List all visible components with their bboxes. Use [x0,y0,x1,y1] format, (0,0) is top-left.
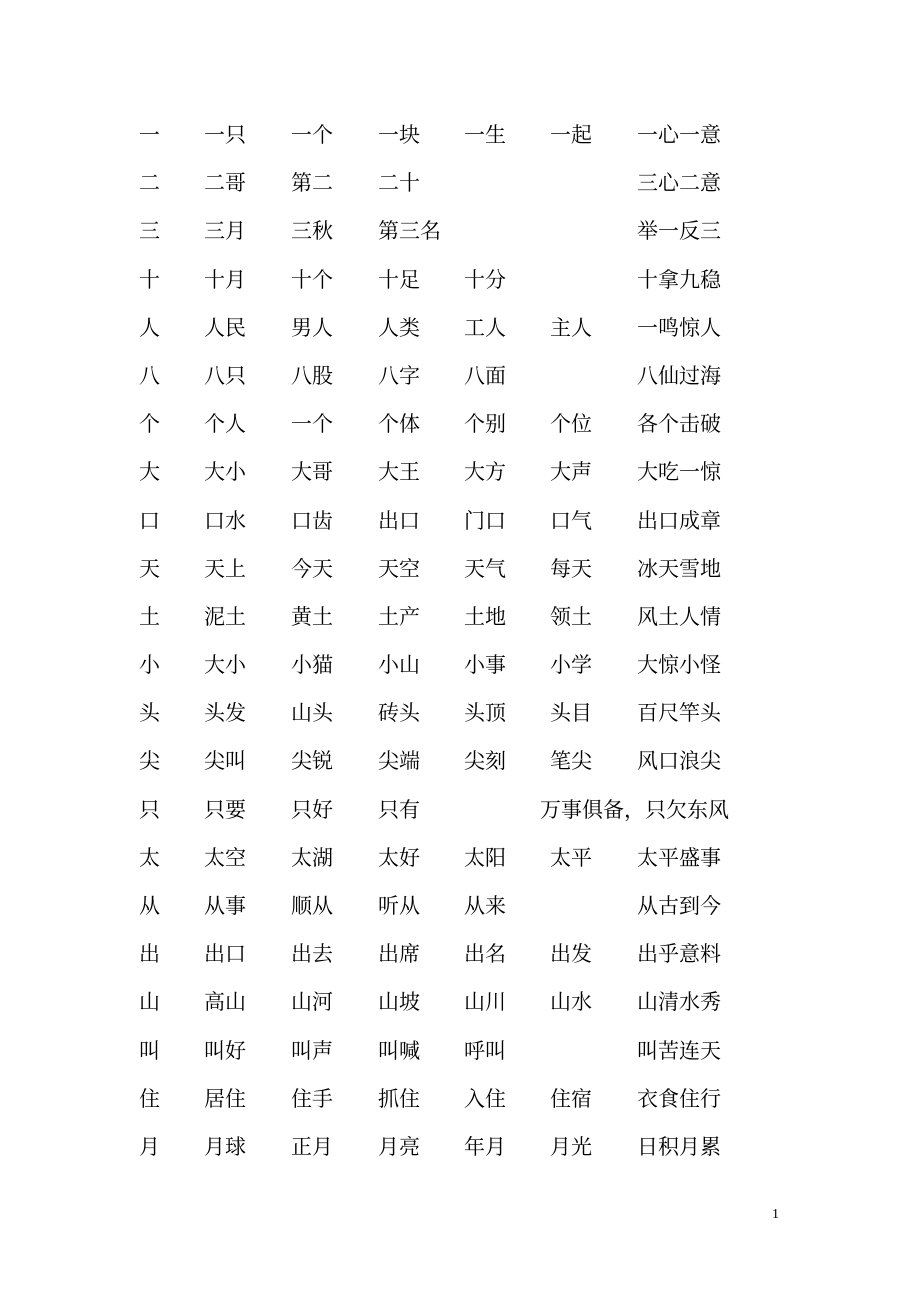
character-cell: 小 [139,653,160,678]
character-cell: 叫 [139,1038,160,1063]
word-cell: 一起 [550,123,592,147]
word-cell: 出去 [291,942,333,967]
word-cell: 居住 [204,1086,246,1111]
word-cell: 出席 [378,942,420,967]
word-cell: 尖刻 [464,749,506,774]
word-cell: 入住 [464,1086,506,1111]
idiom-cell: 出乎意料 [637,942,721,967]
idiom-cell: 叫苦连天 [637,1038,721,1063]
word-cell: 小山 [378,653,420,678]
word-cell: 出口 [378,508,420,533]
word-cell: 叫喊 [378,1038,420,1063]
character-cell: 头 [139,701,160,726]
character-cell: 尖 [139,749,160,774]
table-row [0,931,920,979]
word-cell: 头发 [204,701,246,726]
word-cell: 一块 [378,123,420,147]
idiom-cell: 出口成章 [637,508,721,533]
word-cell: 头目 [550,701,592,726]
word-cell: 今天 [291,556,333,581]
character-cell: 太 [139,845,160,870]
word-cell: 正月 [291,1134,333,1159]
word-cell: 大王 [378,460,420,485]
word-cell: 砖头 [378,701,420,726]
word-cell: 月亮 [378,1134,420,1159]
word-cell: 出名 [464,942,506,967]
character-cell: 二 [139,171,160,196]
character-cell: 出 [139,942,160,967]
character-cell: 大 [139,460,160,485]
table-row [0,594,920,642]
idiom-cell: 八仙过海 [637,363,721,388]
word-cell: 每天 [550,556,592,581]
word-cell: 第三名 [378,219,441,244]
word-cell: 大哥 [291,460,333,485]
word-cell: 二哥 [204,171,246,196]
table-row [0,498,920,546]
word-cell: 八字 [378,363,420,388]
table-row [0,353,920,401]
word-cell: 一只 [204,123,246,147]
word-cell: 小事 [464,653,506,678]
word-cell: 小学 [550,653,592,678]
word-cell: 出口 [204,942,246,967]
character-cell: 月 [139,1134,160,1159]
table-row [0,305,920,353]
word-cell: 呼叫 [464,1038,506,1063]
word-cell: 月光 [550,1134,592,1159]
word-cell: 一生 [464,123,506,147]
word-cell: 口水 [204,508,246,533]
word-cell: 山河 [291,990,333,1015]
table-row [0,1028,920,1076]
idiom-cell: 十拿九稳 [637,267,721,292]
word-cell: 年月 [464,1134,506,1159]
table-row [0,979,920,1027]
word-cell: 月球 [204,1134,246,1159]
table-row [0,546,920,594]
word-cell: 人民 [204,315,246,340]
character-cell: 三 [139,219,160,244]
word-cell: 山坡 [378,990,420,1015]
word-cell: 顺从 [291,894,333,918]
word-cell: 山水 [550,990,592,1015]
table-row [0,1124,920,1172]
word-cell: 抓住 [378,1086,420,1111]
idiom-cell: 太平盛事 [637,845,721,870]
character-cell: 人 [139,315,160,340]
idiom-cell: 举一反三 [637,219,721,244]
table-row [0,401,920,449]
idiom-cell: 冰天雪地 [637,556,721,581]
idiom-cell: 从古到今 [637,894,721,918]
table-row [0,257,920,305]
word-cell: 土地 [464,604,506,629]
word-cell: 一个 [291,123,333,147]
word-cell: 太好 [378,845,420,870]
word-cell: 天空 [378,556,420,581]
character-cell: 土 [139,604,160,629]
character-cell: 住 [139,1086,160,1111]
word-cell: 天上 [204,556,246,581]
word-cell: 只要 [204,797,246,822]
table-row [0,208,920,256]
word-cell: 大声 [550,460,592,485]
idiom-cell: 山清水秀 [637,990,721,1015]
word-cell: 从事 [204,894,246,918]
word-cell: 大小 [204,460,246,485]
character-cell: 只 [139,797,160,822]
word-cell: 八只 [204,363,246,388]
idiom-cell: 日积月累 [637,1134,721,1159]
character-cell: 八 [139,363,160,388]
table-row [0,112,920,160]
table-row [0,449,920,497]
character-cell: 十 [139,267,160,292]
idiom-cell: 风口浪尖 [637,749,721,774]
table-row [0,642,920,690]
character-cell: 从 [139,894,160,918]
table-row [0,883,920,931]
word-cell: 人类 [378,315,420,340]
idiom-cell: 大惊小怪 [637,653,721,678]
word-cell: 尖叫 [204,749,246,774]
table-row [0,160,920,208]
word-cell: 笔尖 [550,749,592,774]
table-row [0,738,920,786]
word-cell: 泥土 [204,604,246,629]
word-cell: 十分 [464,267,506,292]
word-cell: 太阳 [464,845,506,870]
idiom-cell: 一鸣惊人 [637,315,721,340]
word-cell: 三月 [204,219,246,244]
character-cell: 个 [139,412,160,437]
word-cell: 十足 [378,267,420,292]
word-cell: 门口 [464,508,506,533]
word-cell: 从来 [464,894,506,918]
word-cell: 山川 [464,990,506,1015]
word-cell: 头顶 [464,701,506,726]
word-cell: 一个 [291,412,333,437]
word-cell: 叫声 [291,1038,333,1063]
table-row [0,787,920,835]
idiom-cell: 三心二意 [637,171,721,196]
word-cell: 太湖 [291,845,333,870]
page-number: 1 [772,1207,779,1222]
word-cell: 尖锐 [291,749,333,774]
word-cell: 太空 [204,845,246,870]
word-cell: 三秋 [291,219,333,244]
table-row [0,835,920,883]
character-cell: 天 [139,556,160,581]
vocabulary-table [0,112,920,1172]
word-cell: 十个 [291,267,333,292]
word-cell: 主人 [550,315,592,340]
idiom-cell: 大吃一惊 [637,460,721,485]
character-cell: 口 [139,508,160,533]
word-cell: 只有 [378,797,420,822]
word-cell: 男人 [291,315,333,340]
word-cell: 尖端 [378,749,420,774]
word-cell: 山头 [291,701,333,726]
idiom-cell: 衣食住行 [637,1086,721,1111]
word-cell: 住手 [291,1086,333,1111]
word-cell: 只好 [291,797,333,822]
word-cell: 工人 [464,315,506,340]
table-row [0,1076,920,1124]
word-cell: 黄土 [291,604,333,629]
word-cell: 太平 [550,845,592,870]
word-cell: 小猫 [291,653,333,678]
word-cell: 天气 [464,556,506,581]
word-cell: 个别 [464,412,506,437]
idiom-cell: 百尺竿头 [637,701,721,726]
word-cell: 听从 [378,894,420,918]
word-cell: 个体 [378,412,420,437]
character-cell: 一 [139,123,160,147]
word-cell: 土产 [378,604,420,629]
idiom-cell: 风土人情 [637,604,721,629]
word-cell: 叫好 [204,1038,246,1063]
table-row [0,690,920,738]
word-cell: 领土 [550,604,592,629]
character-cell: 山 [139,990,160,1015]
word-cell: 八面 [464,363,506,388]
word-cell: 二十 [378,171,420,196]
word-cell: 高山 [204,990,246,1015]
word-cell: 个人 [204,412,246,437]
proverb-cell: 万事俱备，只欠东风 [540,797,729,822]
word-cell: 个位 [550,412,592,437]
word-cell: 大方 [464,460,506,485]
word-cell: 口气 [550,508,592,533]
idiom-cell: 各个击破 [637,412,721,437]
word-cell: 大小 [204,653,246,678]
word-cell: 出发 [550,942,592,967]
word-cell: 住宿 [550,1086,592,1111]
idiom-cell: 一心一意 [637,123,721,147]
word-cell: 第二 [291,171,333,196]
word-cell: 八股 [291,363,333,388]
word-cell: 十月 [204,267,246,292]
word-cell: 口齿 [291,508,333,533]
